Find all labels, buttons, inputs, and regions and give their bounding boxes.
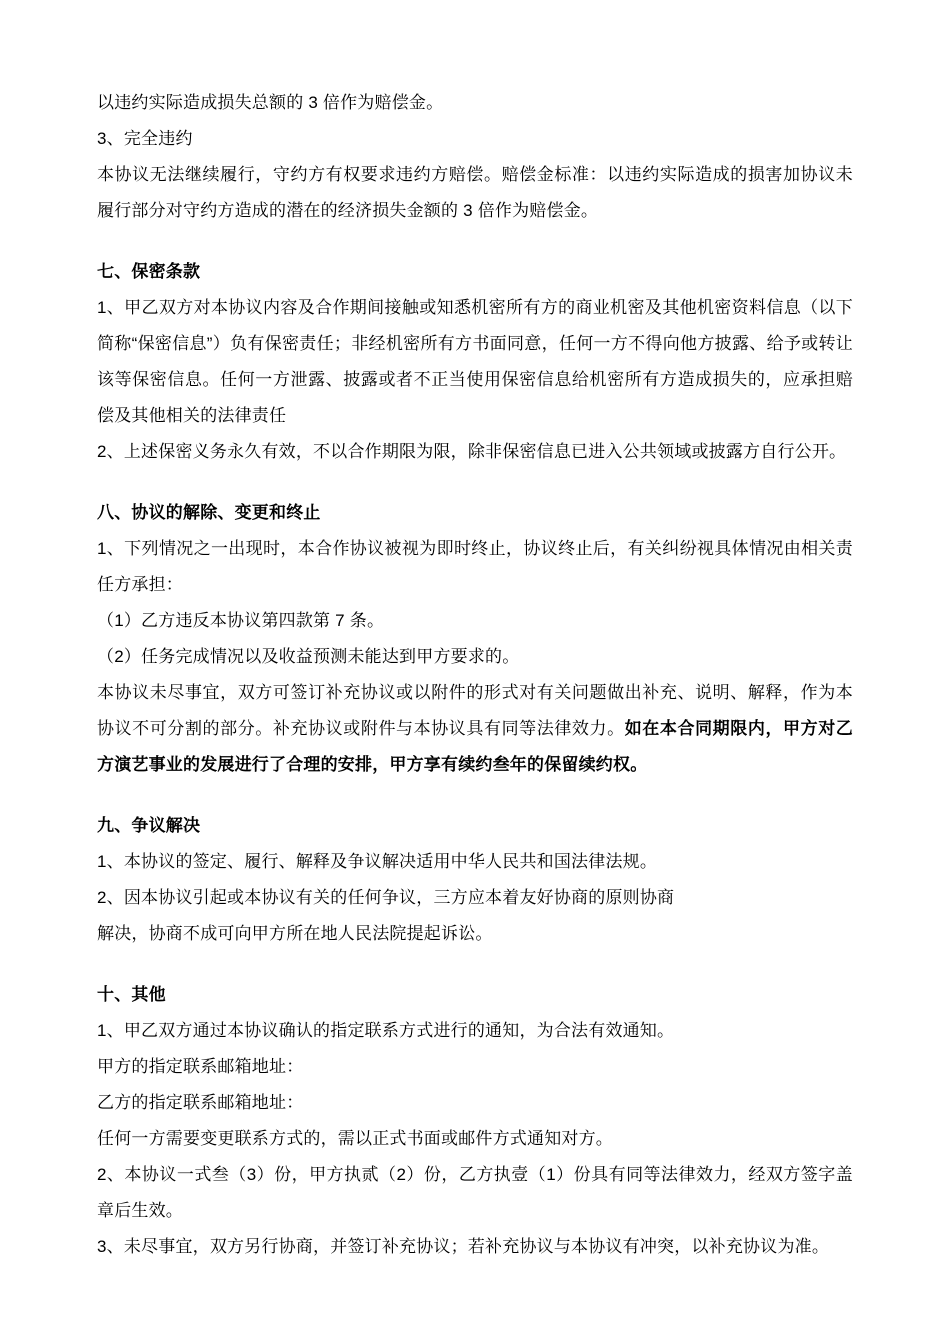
- party-a-email-line: 甲方的指定联系邮箱地址：: [97, 1057, 304, 1076]
- section-10-item-3: 3、未尽事宜，双方另行协商，并签订补充协议；若补充协议与本协议有冲突，以补充协议为准。: [97, 1237, 830, 1256]
- supplement-normal-text: 本协议未尽事宜，双方可签订补充协议或以附件的形式对有关问题做出补充、说明、解释，作为本协议不可分割的部分。补充协议或附件与本协议具有同等法律效力。: [97, 683, 853, 738]
- section-8-subitem-1: （1）乙方违反本协议第四款第 7 条。: [97, 611, 385, 630]
- section-7-confidentiality-heading: 七、保密条款: [97, 262, 201, 281]
- section-8-termination-heading: 八、协议的解除、变更和终止: [97, 503, 321, 522]
- party-b-email-line: 乙方的指定联系邮箱地址：: [97, 1093, 304, 1112]
- section-8-item-1: 1、下列情况之一出现时，本合作协议被视为即时终止，协议终止后，有关纠纷视具体情况由相关责任方承担：: [97, 539, 853, 594]
- section-9-item-2-line-2: 解决，协商不成可向甲方所在地人民法院提起诉讼。: [97, 924, 493, 943]
- section-7-item-1: 1、甲乙双方对本协议内容及合作期间接触或知悉机密所有方的商业机密及其他机密资料信息（以下简称“保密信息”）负有保密责任；非经机密所有方书面同意，任何一方不得向他方披露、给予或转让该等保密信息。任何一方泄露、披露或者不正当使用保密信息给机密所有方造成损失的，应承担赔偿及其他相关的法律责任: [97, 298, 853, 425]
- section-8-subitem-2: （2）任务完成情况以及收益预测未能达到甲方要求的。: [97, 647, 520, 666]
- section-9-dispute-resolution-heading: 九、争议解决: [97, 816, 201, 835]
- section-10-miscellaneous-heading: 十、其他: [97, 985, 166, 1004]
- section-8-supplement-paragraph: [97, 675, 853, 783]
- supplement-bold-renewal-right-text: 如在本合同期限内，甲方对乙方演艺事业的发展进行了合理的安排，甲方享有续约叁年的保留续约权。: [97, 719, 854, 774]
- section-10-item-1: 1、甲乙双方通过本协议确认的指定联系方式进行的通知，为合法有效通知。: [97, 1021, 675, 1040]
- clause-3-complete-breach-body: 本协议无法继续履行，守约方有权要求违约方赔偿。赔偿金标准：以违约实际造成的损害加协议未履行部分对守约方造成的潜在的经济损失金额的 3 倍作为赔偿金。: [97, 165, 853, 220]
- section-7-item-2: 2、上述保密义务永久有效，不以合作期限为限，除非保密信息已进入公共领域或披露方自行公开。: [97, 442, 847, 461]
- section-9-item-2-line-1: 2、因本协议引起或本协议有关的任何争议，三方应本着友好协商的原则协商: [97, 888, 675, 907]
- section-10-item-2: 2、本协议一式叁（3）份，甲方执贰（2）份，乙方执壹（1）份具有同等法律效力，经双方签字盖章后生效。: [97, 1165, 853, 1220]
- clause-3-complete-breach-title: 3、完全违约: [97, 129, 193, 148]
- breach-clause-tail-line: 以违约实际造成损失总额的 3 倍作为赔偿金。: [97, 93, 444, 112]
- section-9-item-1: 1、本协议的签定、履行、解释及争议解决适用中华人民共和国法律法规。: [97, 852, 658, 871]
- contact-change-line: 任何一方需要变更联系方式的，需以正式书面或邮件方式通知对方。: [97, 1129, 613, 1148]
